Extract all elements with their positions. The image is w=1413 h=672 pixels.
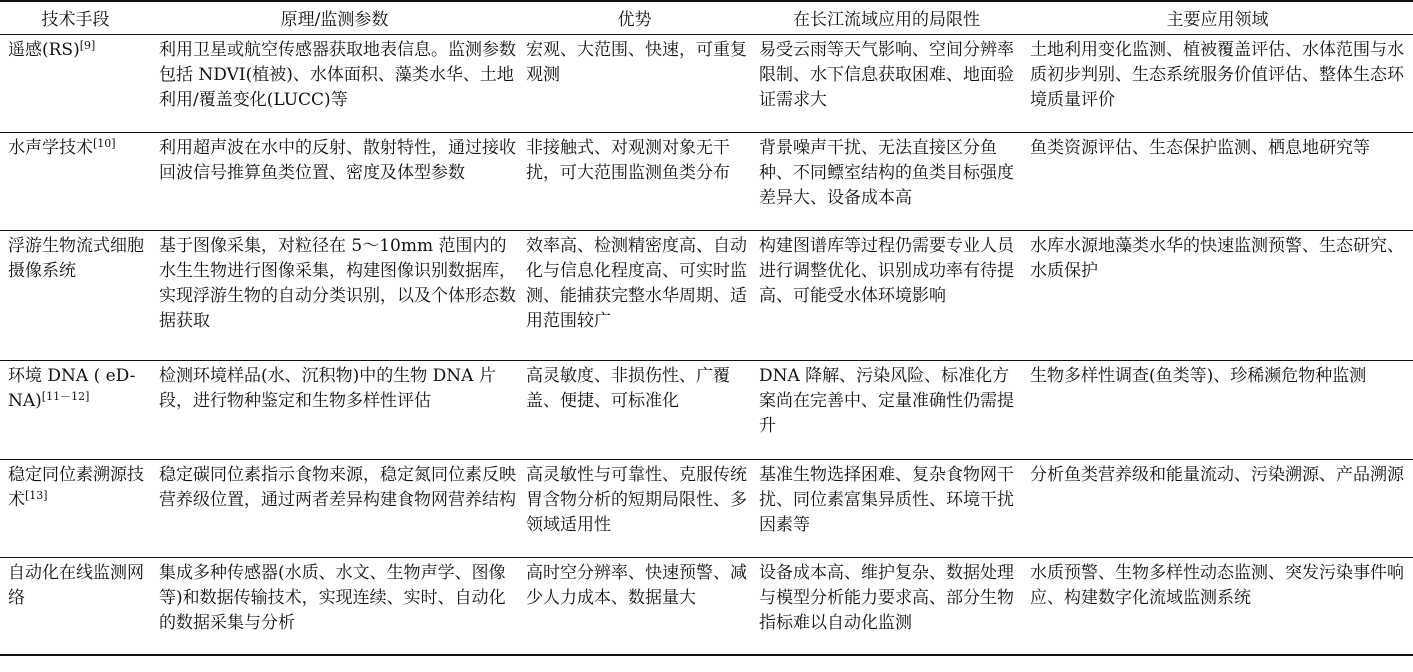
principle-cell: 检测环境样品(水、沉积物)中的生物 DNA 片段，进行物种鉴定和生物多样性评估 [151,360,518,459]
table-row [0,132,1413,230]
limitation-cell: 易受云雨等天气影响、空间分辨率限制、水下信息获取困难、地面验证需求大 [751,34,1022,132]
table-row [0,230,1413,360]
limitation-cell: 基准生物选择困难、复杂食物网干扰、同位素富集异质性、环境干扰因素等 [751,459,1022,557]
header-application: 主要应用领域 [1022,1,1413,34]
advantage-cell: 宏观、大范围、快速，可重复观测 [518,34,751,132]
header-row [0,1,1413,34]
advantage-cell: 高时空分辨率、快速预警、减少人力成本、数据量大 [518,557,751,655]
principle-cell: 利用超声波在水中的反射、散射特性，通过接收回波信号推算鱼类位置、密度及体型参数 [151,132,518,230]
limitation-cell: 设备成本高、维护复杂、数据处理与模型分析能力要求高、部分生物指标难以自动化监测 [751,557,1022,655]
limitation-cell: 背景噪声干扰、无法直接区分鱼种、不同鳔室结构的鱼类目标强度差异大、设备成本高 [751,132,1022,230]
citation: [11－12] [41,389,90,403]
table-row [0,557,1413,655]
limitation-cell: 构建图谱库等过程仍需要专业人员进行调整优化、识别成功率有待提高、可能受水体环境影响 [751,230,1022,360]
application-cell: 水质预警、生物多样性动态监测、突发污染事件响应、构建数字化流域监测系统 [1022,557,1413,655]
application-cell: 水库水源地藻类水华的快速监测预警、生态研究、水质保护 [1022,230,1413,360]
header-limitation: 在长江流域应用的局限性 [751,1,1022,34]
principle-cell: 基于图像采集，对粒径在 5～10mm 范围内的水生生物进行图像采集，构建图像识别数据库，实现浮游生物的自动分类识别，以及个体形态数据获取 [151,230,518,360]
principle-cell: 集成多种传感器(水质、水文、生物声学、图像等)和数据传输技术，实现连续、实时、自动化的数据采集与分析 [151,557,518,655]
tech-cell: 浮游生物流式细胞摄像系统 [0,230,151,360]
principle-cell: 利用卫星或航空传感器获取地表信息。监测参数包括 NDVI(植被)、水体面积、藻类水华、土地利用/覆盖变化(LUCC)等 [151,34,518,132]
principle-cell: 稳定碳同位素指示食物来源，稳定氮同位素反映营养级位置，通过两者差异构建食物网营养结构 [151,459,518,557]
tech-cell: 环境 DNA ( eD-NA)[11－12] [0,360,151,459]
advantage-cell: 非接触式、对观测对象无干扰，可大范围监测鱼类分布 [518,132,751,230]
application-cell: 土地利用变化监测、植被覆盖评估、水体范围与水质初步判别、生态系统服务价值评估、整体生态环境质量评价 [1022,34,1413,132]
advantage-cell: 高灵敏度、非损伤性、广覆盖、便捷、可标准化 [518,360,751,459]
application-cell: 分析鱼类营养级和能量流动、污染溯源、产品溯源 [1022,459,1413,557]
table-row [0,360,1413,459]
citation: [10] [93,136,116,150]
application-cell: 生物多样性调查(鱼类等)、珍稀濒危物种监测 [1022,360,1413,459]
application-cell: 鱼类资源评估、生态保护监测、栖息地研究等 [1022,132,1413,230]
table-row [0,459,1413,557]
tech-cell: 水声学技术[10] [0,132,151,230]
limitation-cell: DNA 降解、污染风险、标准化方案尚在完善中、定量准确性仍需提升 [751,360,1022,459]
header-advantage: 优势 [518,1,751,34]
advantage-cell: 效率高、检测精密度高、自动化与信息化程度高、可实时监测、能捕获完整水华周期、适用范围较广 [518,230,751,360]
citation: [13] [25,488,48,502]
tech-cell: 自动化在线监测网络 [0,557,151,655]
header-principle: 原理/监测参数 [151,1,518,34]
citation: [9] [79,38,96,52]
tech-cell: 稳定同位素溯源技术[13] [0,459,151,557]
advantage-cell: 高灵敏性与可靠性、克服传统胃含物分析的短期局限性、多领域适用性 [518,459,751,557]
header-tech: 技术手段 [0,1,151,34]
table-row [0,34,1413,132]
tech-cell: 遥感(RS)[9] [0,34,151,132]
